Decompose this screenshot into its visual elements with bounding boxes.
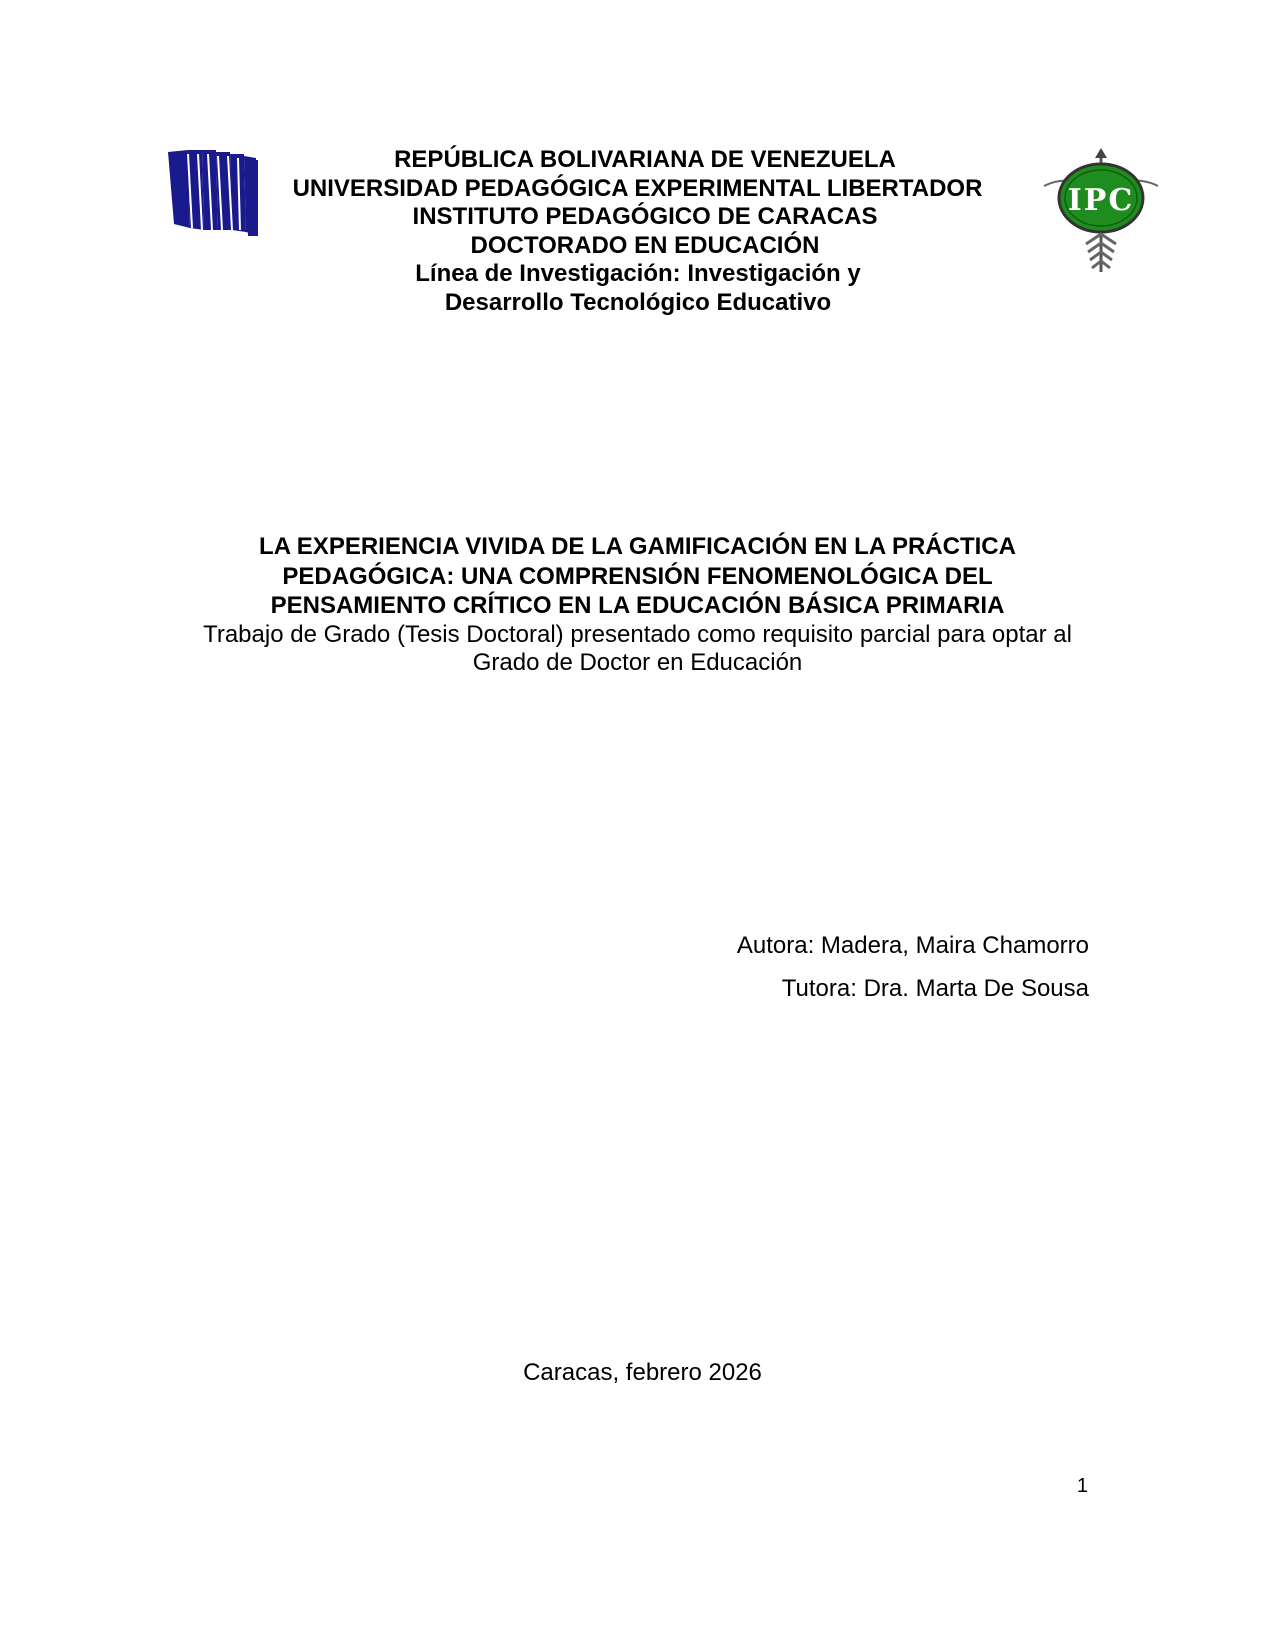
credits (737, 931, 1089, 1004)
place-date: Caracas, febrero 2026 (523, 1359, 762, 1386)
institution-header (160, 146, 1115, 317)
header-line-program: DOCTORADO EN EDUCACIÓN (470, 231, 820, 259)
header-line-research-cont: Desarrollo Tecnológico Educativo (444, 288, 832, 316)
thesis-subtitle-line: Grado de Doctor en Educación (472, 649, 803, 676)
thesis-title (140, 532, 1135, 621)
header-line-university: UNIVERSIDAD PEDAGÓGICA EXPERIMENTAL LIBERTADOR (292, 174, 983, 202)
tutor-line: Tutora: Dra. Marta De Sousa (781, 975, 1089, 1002)
thesis-subtitle (140, 621, 1135, 678)
thesis-title-block (140, 532, 1135, 678)
ipc-emblem-logo (1040, 148, 1162, 274)
thesis-title-line: PEDAGÓGICA: UNA COMPRENSIÓN FENOMENOLÓGICA DEL (282, 562, 993, 590)
page-number: 1 (1076, 1475, 1088, 1497)
thesis-subtitle-line: Trabajo de Grado (Tesis Doctoral) presentado como requisito parcial para optar al (203, 620, 1072, 648)
ipc-emblem-text: IPC (1067, 183, 1135, 218)
thesis-title-line: LA EXPERIENCIA VIVIDA DE LA GAMIFICACIÓN EN LA PRÁCTICA (259, 533, 1016, 560)
author-line: Autora: Madera, Maira Chamorro (736, 932, 1089, 959)
header-line-research: Línea de Investigación: Investigación y (415, 260, 861, 287)
header-line-institute: INSTITUTO PEDAGÓGICO DE CARACAS (412, 203, 878, 230)
thesis-title-line: PENSAMIENTO CRÍTICO EN LA EDUCACIÓN BÁSICA PRIMARIA (270, 592, 1005, 619)
header-line-country: REPÚBLICA BOLIVARIANA DE VENEZUELA (394, 146, 896, 173)
